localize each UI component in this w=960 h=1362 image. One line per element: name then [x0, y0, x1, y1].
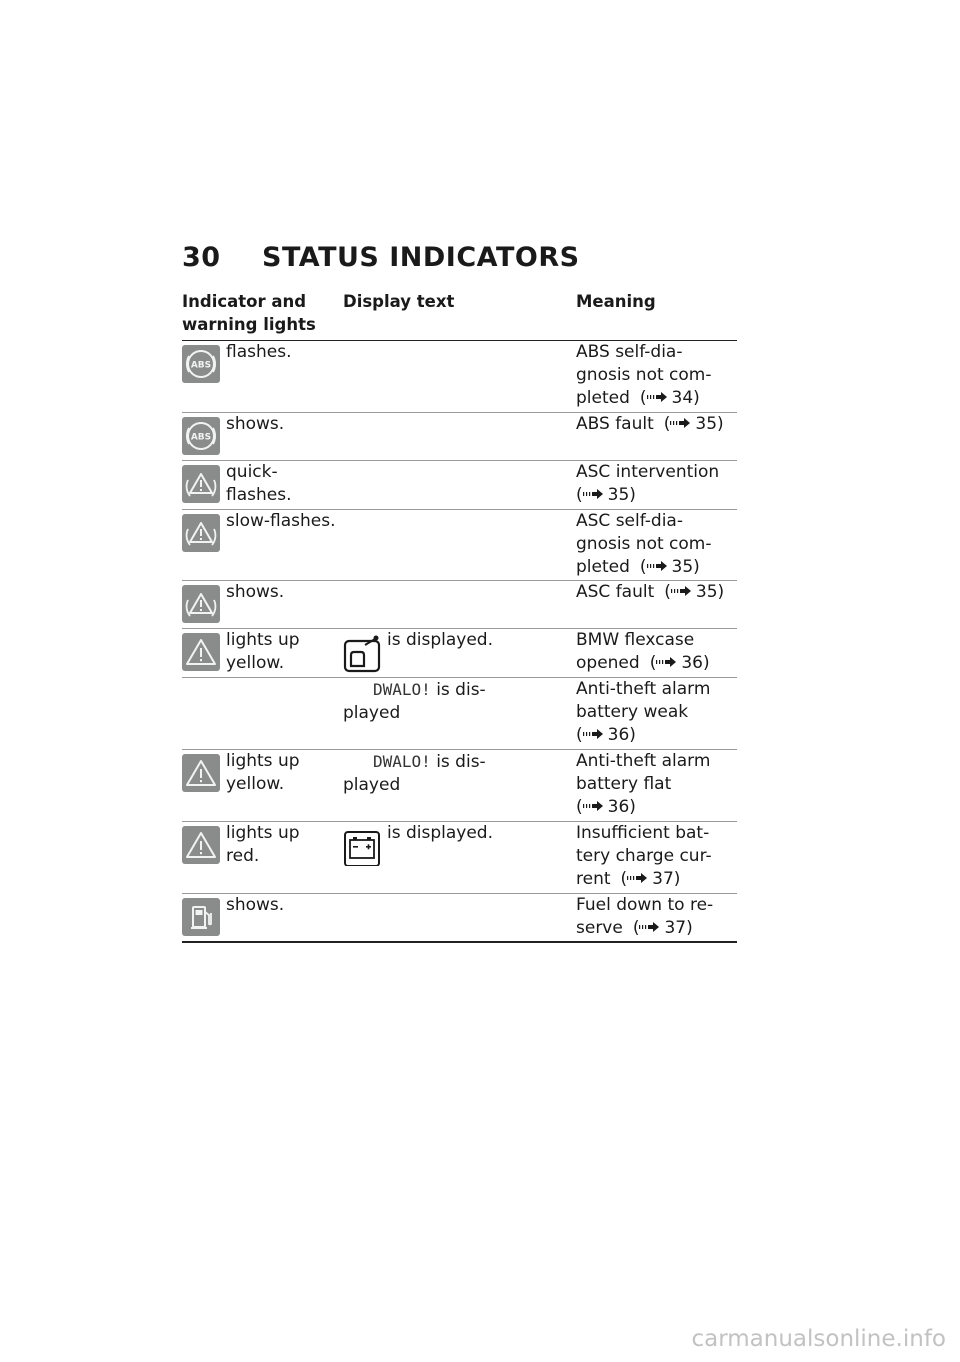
asc-warning-icon: [182, 514, 220, 552]
general-warning-icon: [182, 826, 220, 864]
flexcase-icon: [343, 633, 381, 673]
table-row: [182, 341, 737, 413]
page-title: STATUS INDICATORS: [262, 242, 580, 273]
display-text: [343, 750, 513, 797]
indicator-text: shows.: [226, 582, 285, 602]
meaning-line: [576, 484, 736, 507]
asc-warning-icon: [182, 585, 220, 623]
meaning-line: tery charge cur-: [576, 846, 712, 866]
page-reference-number: 36): [607, 725, 636, 745]
page-reference-arrow-icon: [627, 872, 649, 884]
display-text: is displayed.: [387, 630, 494, 650]
table-row: [182, 461, 737, 510]
abs-warning-icon: [182, 417, 220, 455]
page-reference-number: 35): [671, 557, 700, 577]
page-reference-link[interactable]: ( 35): [576, 485, 636, 505]
table-row: [182, 822, 737, 894]
meaning-cell: [576, 461, 736, 507]
battery-icon: [343, 826, 381, 866]
meaning-cell: [576, 822, 736, 891]
meaning-line: opened ( 36): [576, 653, 710, 673]
page-reference-number: 35): [607, 485, 636, 505]
page-reference-link[interactable]: ( 36): [649, 653, 710, 673]
meaning-line: gnosis not com-: [576, 534, 712, 554]
page-reference-link[interactable]: ( 36): [576, 725, 636, 745]
meaning-line: BMW flexcase: [576, 630, 695, 650]
meaning-line: ABS self-dia-: [576, 342, 683, 362]
indicator-text: lights up red.: [226, 823, 300, 866]
meaning-line: Insufficient bat-: [576, 823, 710, 843]
meaning-line: battery flat: [576, 774, 672, 794]
page-reference-arrow-icon: [647, 560, 669, 572]
meaning-line: serve ( 37): [576, 918, 693, 938]
meaning-cell: [576, 413, 736, 436]
display-code: DWALO!: [373, 752, 431, 771]
meaning-line: Anti-theft alarm: [576, 679, 711, 699]
table-row: [182, 413, 737, 461]
indicator-text: shows.: [226, 414, 285, 434]
page-reference-number: 37): [652, 869, 681, 889]
page-reference-number: 36): [681, 653, 710, 673]
meaning-cell: [576, 581, 736, 604]
meaning-cell: [576, 750, 736, 819]
table-row: [182, 678, 737, 750]
meaning-cell: [576, 894, 736, 940]
fuel-reserve-icon: [182, 898, 220, 936]
general-warning-icon: [182, 754, 220, 792]
indicator-text: lights up yellow.: [226, 751, 300, 794]
svg-text:ABS: ABS: [190, 432, 212, 443]
page-reference-arrow-icon: [647, 391, 669, 403]
table-header: [182, 290, 737, 341]
page-reference-link[interactable]: ( 34): [639, 388, 700, 408]
column-header-display-text: Display text: [343, 292, 455, 311]
page-reference-number: 36): [607, 797, 636, 817]
meaning-line: [576, 796, 736, 819]
meaning-line: ASC fault ( 35): [576, 582, 725, 602]
display-suffix: is dis- played: [343, 680, 486, 723]
page-reference-link[interactable]: ( 37): [632, 918, 693, 938]
column-header-indicator: Indicator and warning lights: [182, 292, 316, 334]
meaning-cell: [576, 678, 736, 747]
meaning-cell: [576, 629, 736, 675]
page-reference-number: 35): [695, 582, 725, 602]
table-row: [182, 629, 737, 678]
table-row: [182, 750, 737, 822]
meaning-line: pleted ( 35): [576, 557, 700, 577]
indicator-text: flashes.: [226, 342, 292, 362]
indicator-text: shows.: [226, 895, 285, 915]
page-reference-link[interactable]: ( 37): [620, 869, 681, 889]
display-text: [343, 678, 513, 725]
page-reference-arrow-icon: [583, 728, 605, 740]
meaning-line: battery weak: [576, 702, 689, 722]
meaning-line: Fuel down to re-: [576, 895, 714, 915]
meaning-line: ASC self-dia-: [576, 511, 683, 531]
page-reference-link[interactable]: ( 36): [576, 797, 636, 817]
page-reference-link[interactable]: ( 35): [639, 557, 700, 577]
meaning-line: gnosis not com-: [576, 365, 712, 385]
display-code: DWALO!: [373, 680, 431, 699]
general-warning-icon: [182, 633, 220, 671]
table-body: [182, 341, 737, 943]
display-text: is displayed.: [387, 823, 494, 843]
table-row: [182, 581, 737, 629]
page-reference-arrow-icon: [583, 488, 605, 500]
page-reference-number: 34): [671, 388, 700, 408]
indicator-text: slow-flashes.: [226, 511, 336, 531]
page-reference-number: 37): [664, 918, 693, 938]
watermark: carmanualsonline.info: [691, 1326, 946, 1352]
page-header: [182, 242, 580, 273]
page-reference-arrow-icon: [656, 656, 678, 668]
indicator-text: lights up yellow.: [226, 630, 300, 673]
page-number: 30: [182, 242, 221, 273]
display-suffix: is dis- played: [343, 752, 486, 795]
page-reference-number: 35): [695, 414, 724, 434]
page-reference-arrow-icon: [583, 800, 605, 812]
asc-warning-icon: [182, 465, 220, 503]
indicator-text: quick-flashes.: [226, 462, 292, 505]
meaning-line: Anti-theft alarm: [576, 751, 711, 771]
page-reference-arrow-icon: [670, 417, 692, 429]
table-row: [182, 894, 737, 943]
svg-text:ABS: ABS: [190, 360, 212, 371]
table-row: [182, 510, 737, 581]
status-indicator-table: [182, 290, 737, 943]
column-header-meaning: Meaning: [576, 292, 656, 311]
meaning-cell: [576, 341, 736, 410]
page-reference-arrow-icon: [639, 921, 661, 933]
page-reference-link[interactable]: ( 35): [664, 582, 725, 602]
page-reference-link[interactable]: ( 35): [663, 414, 724, 434]
abs-warning-icon: [182, 345, 220, 383]
meaning-line: ABS fault ( 35): [576, 414, 724, 434]
meaning-cell: [576, 510, 736, 579]
meaning-line: ASC intervention: [576, 462, 720, 482]
meaning-line: [576, 724, 736, 747]
page-reference-arrow-icon: [671, 585, 693, 597]
meaning-line: pleted ( 34): [576, 388, 700, 408]
meaning-line: rent ( 37): [576, 869, 681, 889]
